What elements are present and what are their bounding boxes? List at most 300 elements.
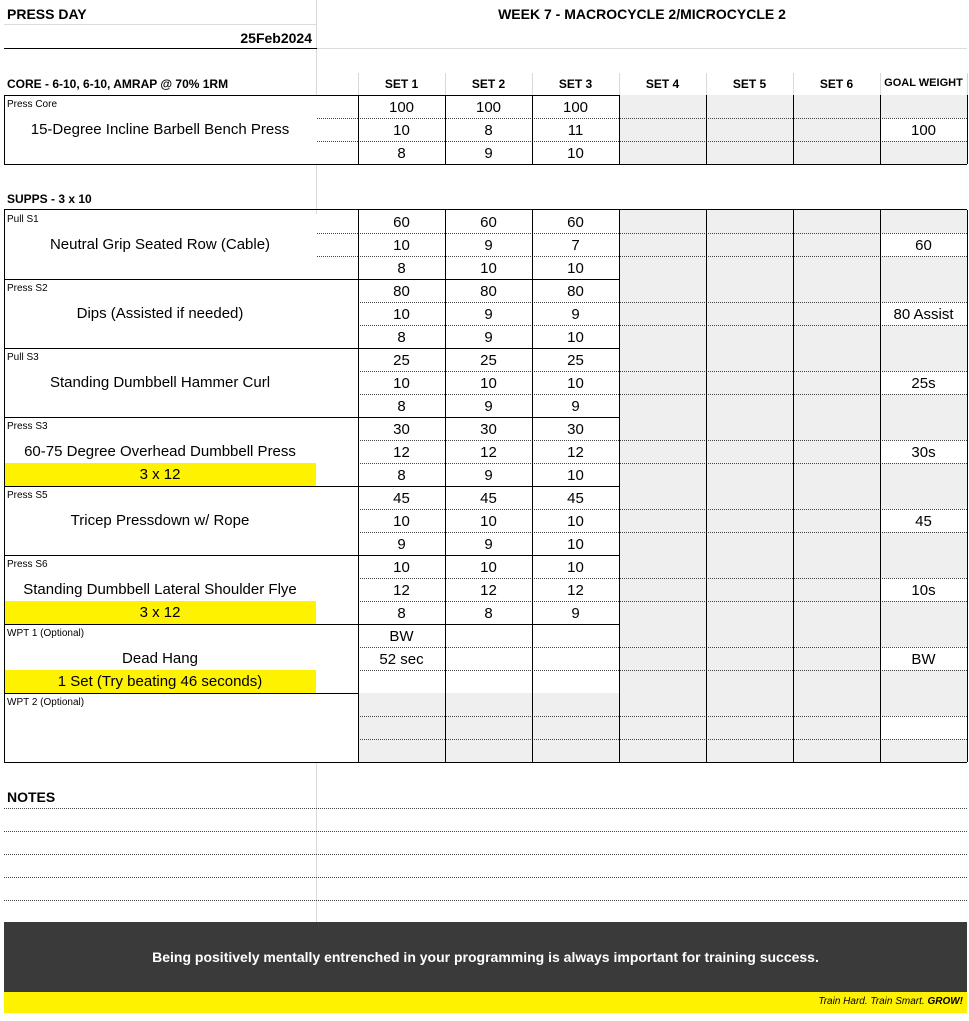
set-value: 12 — [393, 582, 410, 599]
row-separator — [358, 463, 967, 464]
set-value: 10 — [393, 559, 410, 576]
set-4-weight-cell[interactable] — [619, 486, 706, 509]
set-4-reps-cell[interactable] — [619, 509, 706, 532]
set-5-reps-cell[interactable] — [706, 509, 793, 532]
set-6-rpe-cell[interactable] — [793, 394, 880, 417]
set-5-reps-cell[interactable] — [706, 302, 793, 325]
set-4-weight-cell[interactable] — [619, 348, 706, 371]
set-3-reps-cell[interactable] — [532, 578, 619, 601]
set-6-rpe-cell[interactable] — [793, 670, 880, 693]
set-5-rpe-cell[interactable] — [706, 394, 793, 417]
goal-weight-cell[interactable] — [880, 371, 967, 394]
column-border — [358, 486, 359, 555]
set-4-weight-cell[interactable] — [619, 417, 706, 440]
column-header: SET 2 — [471, 77, 506, 91]
supps-title-cell[interactable] — [4, 188, 317, 210]
set-5-reps-cell[interactable] — [706, 440, 793, 463]
set-3-rpe-cell[interactable] — [532, 325, 619, 348]
column-border — [358, 73, 359, 95]
set-4-rpe-cell[interactable] — [619, 532, 706, 555]
set-value: 80 — [393, 283, 410, 300]
goal-weight-cell[interactable] — [880, 624, 967, 647]
set-5-reps-cell[interactable] — [706, 716, 793, 739]
set-6-weight-cell[interactable] — [793, 486, 880, 509]
set-4-rpe-cell[interactable] — [619, 463, 706, 486]
set-3-weight-cell[interactable] — [532, 417, 619, 440]
set-1-rpe-cell[interactable] — [358, 670, 445, 693]
set-6-weight-cell[interactable] — [793, 279, 880, 302]
set-3-rpe-cell[interactable] — [532, 463, 619, 486]
column-border — [706, 555, 707, 624]
column-border — [967, 693, 968, 762]
column-border — [619, 693, 620, 762]
set-5-rpe-cell[interactable] — [706, 670, 793, 693]
column-border — [4, 348, 5, 417]
goal-weight-cell[interactable] — [880, 716, 967, 739]
exercise-name-cell[interactable] — [4, 716, 316, 739]
set-1-reps-cell[interactable] — [358, 118, 445, 141]
set-6-rpe-cell[interactable] — [793, 601, 880, 624]
column-header-cell[interactable] — [532, 73, 619, 95]
set-2-reps-cell[interactable] — [445, 716, 532, 739]
set-value: 8 — [397, 329, 406, 346]
column-header-cell[interactable] — [358, 73, 445, 95]
set-6-weight-cell[interactable] — [793, 95, 880, 118]
set-3-weight-cell[interactable] — [532, 486, 619, 509]
set-3-reps-cell[interactable] — [532, 233, 619, 256]
exercise-name-cell[interactable] — [4, 440, 316, 463]
column-border — [967, 210, 968, 279]
set-1-reps-cell[interactable] — [358, 578, 445, 601]
set-4-weight-cell[interactable] — [619, 279, 706, 302]
set-5-weight-cell[interactable] — [706, 624, 793, 647]
set-4-reps-cell[interactable] — [619, 578, 706, 601]
set-3-reps-cell[interactable] — [532, 118, 619, 141]
set-3-reps-cell[interactable] — [532, 647, 619, 670]
set-4-rpe-cell[interactable] — [619, 601, 706, 624]
goal-weight-cell[interactable] — [880, 256, 967, 279]
column-border — [706, 279, 707, 348]
exercise-note-cell[interactable] — [4, 670, 316, 693]
goal-weight-value: 80 Assist — [893, 306, 954, 323]
set-4-rpe-cell[interactable] — [619, 739, 706, 762]
set-value: 30 — [393, 421, 410, 438]
core-title-cell[interactable] — [4, 73, 317, 95]
set-2-rpe-cell[interactable] — [445, 141, 532, 164]
set-3-rpe-cell[interactable] — [532, 256, 619, 279]
goal-weight-cell[interactable] — [880, 555, 967, 578]
set-3-rpe-cell[interactable] — [532, 141, 619, 164]
set-3-rpe-cell[interactable] — [532, 601, 619, 624]
set-5-rpe-cell[interactable] — [706, 141, 793, 164]
set-6-reps-cell[interactable] — [793, 371, 880, 394]
set-5-weight-cell[interactable] — [706, 348, 793, 371]
goal-weight-cell[interactable] — [880, 348, 967, 371]
notes-line[interactable] — [4, 877, 967, 878]
set-2-weight-cell[interactable] — [445, 555, 532, 578]
set-5-reps-cell[interactable] — [706, 233, 793, 256]
set-3-reps-cell[interactable] — [532, 302, 619, 325]
set-1-weight-cell[interactable] — [358, 279, 445, 302]
set-1-weight-cell[interactable] — [358, 693, 445, 716]
column-border — [532, 555, 533, 624]
column-border — [706, 417, 707, 486]
column-header-cell[interactable] — [445, 73, 532, 95]
set-5-weight-cell[interactable] — [706, 95, 793, 118]
set-4-weight-cell[interactable] — [619, 555, 706, 578]
core-section-title: CORE - 6-10, 6-10, AMRAP @ 70% 1RM — [7, 77, 229, 91]
goal-weight-value: 45 — [915, 513, 932, 530]
goal-weight-cell[interactable] — [880, 463, 967, 486]
set-6-weight-cell[interactable] — [793, 210, 880, 233]
column-border — [4, 95, 5, 164]
notes-line[interactable] — [4, 900, 967, 901]
set-value: 9 — [571, 306, 580, 323]
column-border — [358, 210, 359, 279]
goal-weight-cell[interactable] — [880, 601, 967, 624]
goal-weight-cell[interactable] — [880, 509, 967, 532]
supps-section-title: SUPPS - 3 x 10 — [7, 192, 92, 206]
column-border — [619, 348, 620, 417]
goal-weight-cell[interactable] — [880, 486, 967, 509]
set-2-rpe-cell[interactable] — [445, 325, 532, 348]
set-5-rpe-cell[interactable] — [706, 739, 793, 762]
set-6-weight-cell[interactable] — [793, 348, 880, 371]
set-2-weight-cell[interactable] — [445, 279, 532, 302]
column-border — [619, 555, 620, 624]
column-border — [532, 486, 533, 555]
set-5-rpe-cell[interactable] — [706, 325, 793, 348]
row-separator — [358, 509, 967, 510]
column-border — [619, 417, 620, 486]
column-header: SET 5 — [732, 77, 767, 91]
exercise-name-cell[interactable] — [4, 578, 316, 601]
set-6-reps-cell[interactable] — [793, 302, 880, 325]
set-1-reps-cell[interactable] — [358, 371, 445, 394]
exercise-name-cell[interactable] — [4, 509, 316, 532]
set-4-reps-cell[interactable] — [619, 440, 706, 463]
set-value: 10 — [480, 513, 497, 530]
set-3-reps-cell[interactable] — [532, 440, 619, 463]
goal-weight-cell[interactable] — [880, 210, 967, 233]
set-5-weight-cell[interactable] — [706, 555, 793, 578]
set-3-reps-cell[interactable] — [532, 509, 619, 532]
set-1-reps-cell[interactable] — [358, 440, 445, 463]
exercise-code: Press S2 — [7, 283, 48, 294]
set-value: 10 — [567, 559, 584, 576]
set-1-weight-cell[interactable] — [358, 624, 445, 647]
notes-line[interactable] — [4, 831, 967, 832]
set-1-weight-cell[interactable] — [358, 417, 445, 440]
set-4-weight-cell[interactable] — [619, 624, 706, 647]
set-3-rpe-cell[interactable] — [532, 739, 619, 762]
set-5-reps-cell[interactable] — [706, 647, 793, 670]
set-6-rpe-cell[interactable] — [793, 532, 880, 555]
goal-weight-cell[interactable] — [880, 417, 967, 440]
column-border — [793, 624, 794, 693]
set-4-reps-cell[interactable] — [619, 647, 706, 670]
exercise-note-cell[interactable] — [4, 601, 316, 624]
set-2-rpe-cell[interactable] — [445, 739, 532, 762]
column-border — [706, 95, 707, 164]
set-1-rpe-cell[interactable] — [358, 325, 445, 348]
exercise-code: WPT 1 (Optional) — [7, 628, 85, 639]
set-5-weight-cell[interactable] — [706, 417, 793, 440]
notes-title-cell[interactable] — [4, 786, 317, 808]
set-1-reps-cell[interactable] — [358, 716, 445, 739]
column-border — [706, 693, 707, 762]
set-2-weight-cell[interactable] — [445, 210, 532, 233]
set-value: 12 — [480, 444, 497, 461]
goal-weight-cell[interactable] — [880, 118, 967, 141]
header-day-cell[interactable] — [4, 0, 317, 25]
column-border — [4, 210, 5, 279]
set-3-weight-cell[interactable] — [532, 279, 619, 302]
column-header-cell[interactable] — [793, 73, 880, 95]
set-1-rpe-cell[interactable] — [358, 141, 445, 164]
goal-weight-cell[interactable] — [880, 141, 967, 164]
set-5-weight-cell[interactable] — [706, 486, 793, 509]
row-separator — [358, 532, 967, 533]
set-3-reps-cell[interactable] — [532, 371, 619, 394]
set-value: 9 — [484, 398, 493, 415]
set-1-weight-cell[interactable] — [358, 95, 445, 118]
column-header-cell[interactable] — [619, 73, 706, 95]
column-border — [532, 210, 533, 279]
set-1-reps-cell[interactable] — [358, 647, 445, 670]
set-6-rpe-cell[interactable] — [793, 325, 880, 348]
set-2-rpe-cell[interactable] — [445, 394, 532, 417]
set-5-reps-cell[interactable] — [706, 118, 793, 141]
set-2-reps-cell[interactable] — [445, 647, 532, 670]
set-6-reps-cell[interactable] — [793, 647, 880, 670]
set-6-reps-cell[interactable] — [793, 578, 880, 601]
set-5-weight-cell[interactable] — [706, 210, 793, 233]
set-3-rpe-cell[interactable] — [532, 394, 619, 417]
block-border — [4, 762, 967, 763]
set-value: 7 — [571, 237, 580, 254]
set-3-weight-cell[interactable] — [532, 693, 619, 716]
column-header-cell[interactable] — [880, 73, 967, 95]
row-separator — [358, 302, 967, 303]
goal-weight-value: 60 — [915, 237, 932, 254]
column-border — [532, 624, 533, 693]
header-date-cell[interactable] — [4, 26, 317, 49]
set-2-reps-cell[interactable] — [445, 118, 532, 141]
set-4-rpe-cell[interactable] — [619, 141, 706, 164]
exercise-name-cell[interactable] — [4, 371, 316, 394]
set-2-weight-cell[interactable] — [445, 624, 532, 647]
exercise-name: Standing Dumbbell Hammer Curl — [49, 374, 271, 391]
set-value: 8 — [397, 605, 406, 622]
set-4-reps-cell[interactable] — [619, 371, 706, 394]
set-2-weight-cell[interactable] — [445, 348, 532, 371]
set-value: 9 — [397, 536, 406, 553]
set-4-rpe-cell[interactable] — [619, 256, 706, 279]
goal-weight-cell[interactable] — [880, 233, 967, 256]
set-6-rpe-cell[interactable] — [793, 256, 880, 279]
set-value: 45 — [480, 490, 497, 507]
set-1-weight-cell[interactable] — [358, 486, 445, 509]
row-separator — [358, 670, 967, 671]
exercise-name-cell[interactable] — [4, 118, 316, 141]
set-6-reps-cell[interactable] — [793, 716, 880, 739]
column-border — [358, 417, 359, 486]
goal-weight-cell[interactable] — [880, 578, 967, 601]
set-6-rpe-cell[interactable] — [793, 739, 880, 762]
column-border — [967, 348, 968, 417]
set-2-rpe-cell[interactable] — [445, 670, 532, 693]
set-value: 80 — [480, 283, 497, 300]
set-value: 30 — [480, 421, 497, 438]
set-6-reps-cell[interactable] — [793, 509, 880, 532]
set-5-weight-cell[interactable] — [706, 693, 793, 716]
set-value: 10 — [480, 375, 497, 392]
set-1-rpe-cell[interactable] — [358, 256, 445, 279]
set-1-weight-cell[interactable] — [358, 555, 445, 578]
set-3-weight-cell[interactable] — [532, 624, 619, 647]
set-1-rpe-cell[interactable] — [358, 394, 445, 417]
set-6-weight-cell[interactable] — [793, 693, 880, 716]
set-4-weight-cell[interactable] — [619, 210, 706, 233]
exercise-name-cell[interactable] — [4, 233, 316, 256]
column-border — [619, 95, 620, 164]
set-2-reps-cell[interactable] — [445, 440, 532, 463]
set-2-reps-cell[interactable] — [445, 509, 532, 532]
set-2-rpe-cell[interactable] — [445, 256, 532, 279]
set-6-reps-cell[interactable] — [793, 118, 880, 141]
set-6-weight-cell[interactable] — [793, 624, 880, 647]
set-1-reps-cell[interactable] — [358, 302, 445, 325]
goal-weight-value: 30s — [911, 444, 936, 461]
column-border — [445, 486, 446, 555]
goal-weight-cell[interactable] — [880, 325, 967, 348]
set-4-weight-cell[interactable] — [619, 693, 706, 716]
set-5-rpe-cell[interactable] — [706, 463, 793, 486]
goal-weight-cell[interactable] — [880, 693, 967, 716]
column-border — [358, 555, 359, 624]
notes-line[interactable] — [4, 854, 967, 855]
set-4-reps-cell[interactable] — [619, 302, 706, 325]
motivation-banner — [4, 922, 967, 992]
set-3-weight-cell[interactable] — [532, 555, 619, 578]
column-header: SET 3 — [558, 77, 593, 91]
set-2-rpe-cell[interactable] — [445, 463, 532, 486]
set-5-rpe-cell[interactable] — [706, 532, 793, 555]
set-4-rpe-cell[interactable] — [619, 394, 706, 417]
set-2-rpe-cell[interactable] — [445, 532, 532, 555]
set-2-weight-cell[interactable] — [445, 95, 532, 118]
goal-weight-value: 25s — [911, 375, 936, 392]
set-2-reps-cell[interactable] — [445, 371, 532, 394]
set-4-rpe-cell[interactable] — [619, 670, 706, 693]
set-6-reps-cell[interactable] — [793, 233, 880, 256]
goal-weight-cell[interactable] — [880, 670, 967, 693]
column-border — [619, 73, 620, 95]
column-header-cell[interactable] — [706, 73, 793, 95]
set-6-rpe-cell[interactable] — [793, 463, 880, 486]
exercise-code: Press S5 — [7, 490, 48, 501]
set-2-reps-cell[interactable] — [445, 233, 532, 256]
exercise-note-cell[interactable] — [4, 463, 316, 486]
set-6-weight-cell[interactable] — [793, 417, 880, 440]
set-5-reps-cell[interactable] — [706, 578, 793, 601]
set-1-weight-cell[interactable] — [358, 348, 445, 371]
row-separator — [358, 141, 967, 142]
set-1-rpe-cell[interactable] — [358, 739, 445, 762]
set-5-weight-cell[interactable] — [706, 279, 793, 302]
goal-weight-cell[interactable] — [880, 95, 967, 118]
set-2-reps-cell[interactable] — [445, 578, 532, 601]
set-3-weight-cell[interactable] — [532, 210, 619, 233]
set-4-weight-cell[interactable] — [619, 95, 706, 118]
set-3-weight-cell[interactable] — [532, 95, 619, 118]
exercise-name-cell[interactable] — [4, 647, 316, 670]
set-1-rpe-cell[interactable] — [358, 601, 445, 624]
goal-weight-cell[interactable] — [880, 739, 967, 762]
column-border — [4, 555, 5, 624]
set-3-weight-cell[interactable] — [532, 348, 619, 371]
goal-weight-cell[interactable] — [880, 279, 967, 302]
goal-weight-cell[interactable] — [880, 647, 967, 670]
set-1-reps-cell[interactable] — [358, 233, 445, 256]
notes-line[interactable] — [4, 808, 967, 809]
set-3-rpe-cell[interactable] — [532, 532, 619, 555]
column-border — [793, 210, 794, 279]
set-1-weight-cell[interactable] — [358, 210, 445, 233]
set-value: 10 — [393, 237, 410, 254]
set-6-weight-cell[interactable] — [793, 555, 880, 578]
set-value: 8 — [484, 605, 493, 622]
column-border — [880, 73, 881, 95]
set-1-rpe-cell[interactable] — [358, 532, 445, 555]
goal-weight-cell[interactable] — [880, 440, 967, 463]
tagline-prefix: Train Hard. Train Smart. — [818, 996, 928, 1007]
set-value: 60 — [480, 214, 497, 231]
goal-weight-cell[interactable] — [880, 394, 967, 417]
set-value: 60 — [393, 214, 410, 231]
exercise-name-cell[interactable] — [4, 302, 316, 325]
column-border — [967, 279, 968, 348]
set-2-weight-cell[interactable] — [445, 486, 532, 509]
set-2-weight-cell[interactable] — [445, 417, 532, 440]
set-5-reps-cell[interactable] — [706, 371, 793, 394]
goal-weight-cell[interactable] — [880, 302, 967, 325]
set-6-reps-cell[interactable] — [793, 440, 880, 463]
tagline-emphasis: GROW! — [927, 996, 963, 1007]
set-2-rpe-cell[interactable] — [445, 601, 532, 624]
goal-weight-cell[interactable] — [880, 532, 967, 555]
set-3-rpe-cell[interactable] — [532, 670, 619, 693]
header-week-cell[interactable] — [317, 0, 967, 25]
set-6-rpe-cell[interactable] — [793, 141, 880, 164]
set-3-reps-cell[interactable] — [532, 716, 619, 739]
set-1-rpe-cell[interactable] — [358, 463, 445, 486]
set-5-rpe-cell[interactable] — [706, 601, 793, 624]
column-border — [532, 73, 533, 95]
exercise-note: 3 x 12 — [139, 604, 181, 621]
column-border — [880, 210, 881, 279]
set-4-reps-cell[interactable] — [619, 716, 706, 739]
set-1-reps-cell[interactable] — [358, 509, 445, 532]
set-4-rpe-cell[interactable] — [619, 325, 706, 348]
set-2-reps-cell[interactable] — [445, 302, 532, 325]
set-5-rpe-cell[interactable] — [706, 256, 793, 279]
column-border — [793, 486, 794, 555]
set-2-weight-cell[interactable] — [445, 693, 532, 716]
set-4-reps-cell[interactable] — [619, 118, 706, 141]
set-4-reps-cell[interactable] — [619, 233, 706, 256]
